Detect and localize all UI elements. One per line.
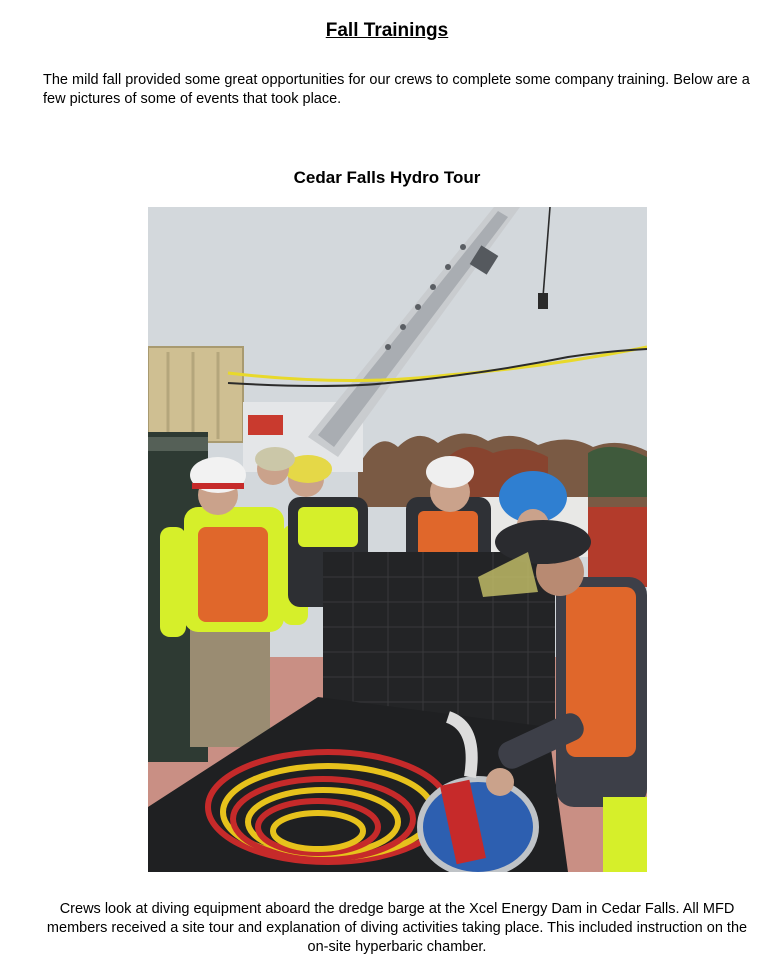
page-title: Fall Trainings [325, 20, 449, 41]
training-photo [148, 207, 647, 872]
photo-caption: Crews look at diving equipment aboard the dredge barge at the Xcel Energy Dam in Cedar Falls. All MFD members received a site tour and explanation of diving activities taking place. This included instruction on the on-site hyperbaric chamber. [46, 901, 748, 955]
intro-paragraph: The mild fall provided some great opportunities for our crews to complete some company training. Below are a few pictures of some of events that took place. [43, 72, 750, 107]
shipping-container [148, 347, 243, 442]
section-heading: Cedar Falls Hydro Tour [293, 168, 481, 187]
